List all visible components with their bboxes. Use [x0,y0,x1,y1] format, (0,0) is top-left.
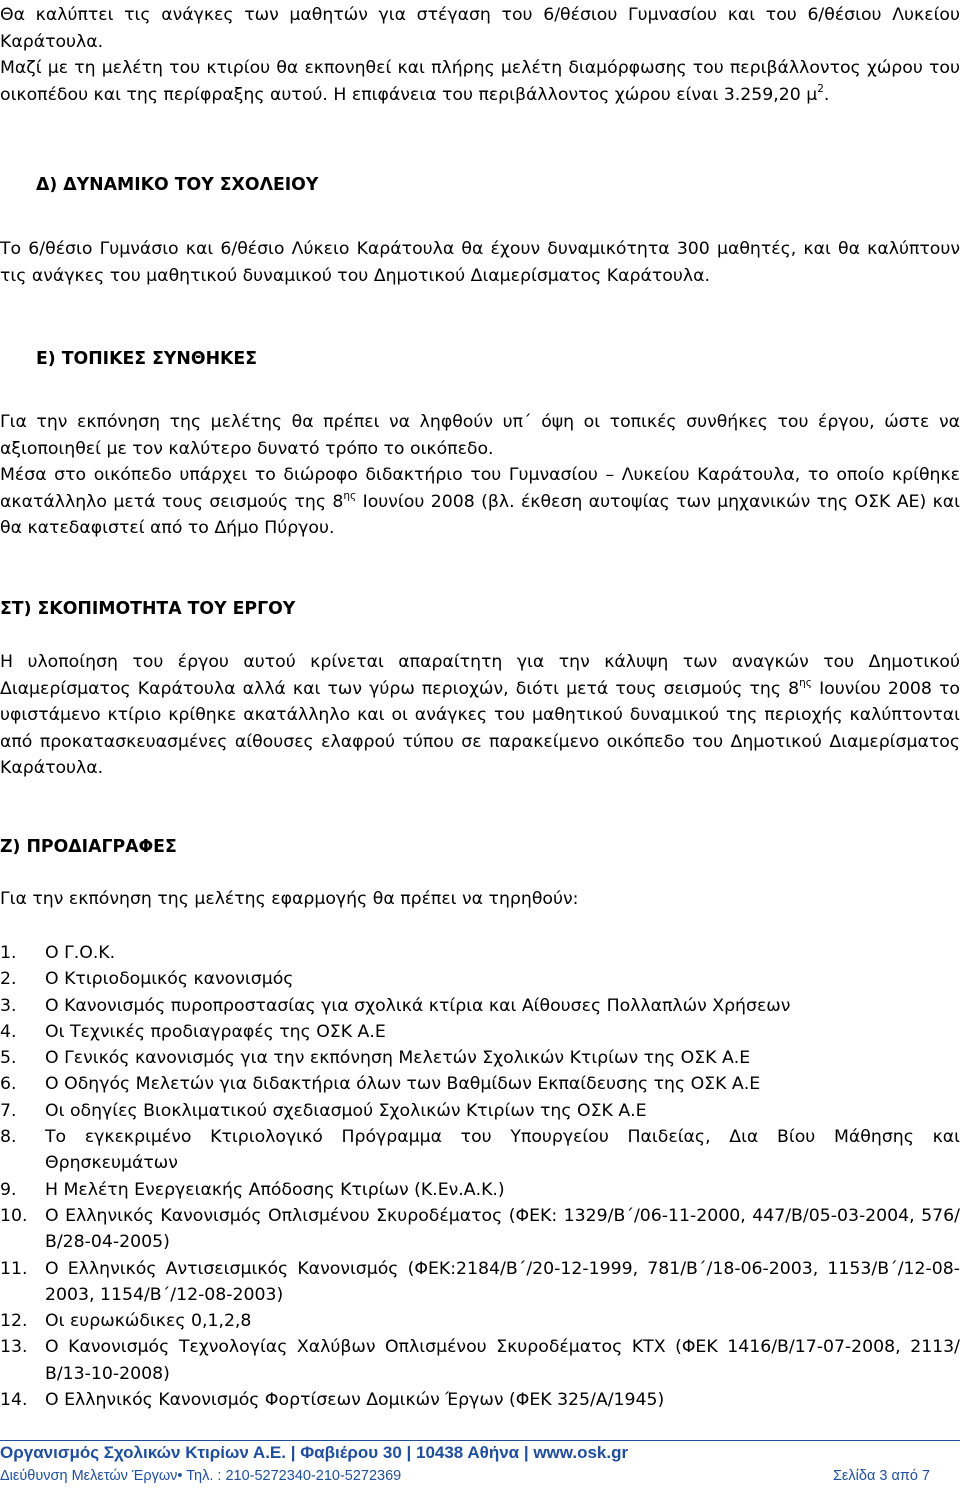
list-item-text: Ο Γενικός κανονισμός για την εκπόνηση Μελετών Σχολικών Κτιρίων της ΟΣΚ Α.Ε [45,1048,751,1069]
list-item [0,1124,960,1177]
section-e-heading: Ε) ΤΟΠΙΚΕΣ ΣΥΝΘΗΚΕΣ [36,349,258,369]
list-item [0,940,960,966]
list-item [0,1387,960,1413]
list-item-number: 3. [0,995,17,1016]
list-item-text: Το εγκεκριμένο Κτιριολογικό Πρόγραμμα του Υπουργείου Παιδείας, Δια Βίου Μάθησης και Θρησκευμάτων [45,1127,960,1174]
list-item-number: 12. [0,1311,28,1332]
list-item-text: Ο Γ.Ο.Κ. [45,943,116,963]
section-d-paragraph: Το 6/θέσιο Γυμνάσιο και 6/θέσιο Λύκειο Καράτουλα θα έχουν δυναμικότητα 300 μαθητές, και θα καλύπτουν τις ανάγκες του μαθητικού δυναμικού του Δημοτικού Διαμερίσματος Καράτουλα. [0,239,960,286]
list-item-number: 10. [0,1205,28,1226]
section-e-paragraph-1: Για την εκπόνηση της μελέτης θα πρέπει να ληφθούν υπ΄ όψη οι τοπικές συνθήκες του έργου, ώστε να αξιοποιηθεί με τον καλύτερο δυνατό τρόπο το οικόπεδο. [0,412,960,459]
list-item-number: 1. [0,943,17,963]
list-item-number: 13. [0,1337,28,1358]
superscript: 2 [817,82,824,95]
list-item [0,1019,960,1045]
list-item-number: 2. [0,969,17,990]
list-item-text: Οι οδηγίες Βιοκλιματικού σχεδιασμού Σχολικών Κτιρίων της ΟΣΚ Α.Ε [45,1100,647,1121]
list-item-text: Οι Τεχνικές προδιαγραφές της ΟΣΚ Α.Ε [45,1021,386,1042]
list-item-number: 8. [0,1127,17,1148]
list-item-number: 7. [0,1100,17,1121]
page-number: Σελίδα 3 από 7 [832,1468,930,1484]
section-e-body [0,409,960,542]
list-item [0,1045,960,1071]
list-item-text: Ο Ελληνικός Κανονισμός Οπλισμένου Σκυροδέματος (ΦΕΚ: 1329/Β΄/06-11-2000, 447/Β/05-03-2004, 576/Β/28-04-2005) [45,1205,960,1253]
intro-block [0,2,960,108]
section-z-intro: Για την εκπόνηση της μελέτης εφαρμογής θα πρέπει να τηρηθούν: [0,889,579,909]
section-d-heading: Δ) ΔΥΝΑΜΙΚΟ ΤΟΥ ΣΧΟΛΕΙΟΥ [36,175,319,195]
list-item-text: Ο Κανονισμός Τεχνολογίας Χαλύβων Οπλισμένου Σκυροδέματος ΚΤΧ (ΦΕΚ 1416/Β/17-07-2008, 2113/Β/13-10-2008) [45,1337,960,1384]
list-item-text: Ο Κτιριοδομικός κανονισμός [45,969,294,990]
superscript: ης [799,676,812,689]
specifications-list [0,940,960,1413]
section-e-paragraph-2: Μέσα στο οικόπεδο υπάρχει το διώροφο διδακτήριο του Γυμνασίου – Λυκείου Καράτουλα, το οποίο κρίθηκε ακατάλληλο μετά τους σεισμούς της $8^{\eta\varsigma}$ Ιουνίου 2008 (βλ. έκθεση αυτοψίας των μηχανικών της ΟΣΚ ΑΕ) και θα κατεδαφιστεί από το Δήμο Πύργου. [0,465,960,538]
list-item-number: 5. [0,1048,17,1069]
specifications-list-block [0,940,960,1413]
footer-department: Διεύθυνση Μελετών Έργων• Τηλ. : 210-5272340-210-5272369 [0,1468,402,1484]
list-item-text: Οι ευρωκώδικες 0,1,2,8 [45,1311,252,1332]
list-item-number: 4. [0,1021,17,1042]
section-st-heading: ΣΤ) ΣΚΟΠΙΜΟΤΗΤΑ ΤΟΥ ΕΡΓΟΥ [0,599,296,619]
list-item [0,993,960,1019]
list-item [0,966,960,992]
list-item-text: Ο Ελληνικός Αντισεισμικός Κανονισμός (ΦΕΚ:2184/Β΄/20-12-1999, 781/Β΄/18-06-2003, 1153/Β΄/12-08-2003, 1154/Β΄/12-08-2003) [45,1258,960,1305]
section-z-heading: Ζ) ΠΡΟΔΙΑΓΡΑΦΕΣ [0,837,177,857]
list-item-number: 6. [0,1074,17,1095]
list-item [0,1071,960,1097]
section-z-intro-block [0,886,960,913]
list-item-text: Η Μελέτη Ενεργειακής Απόδοσης Κτιρίων (Κ.Εν.Α.Κ.) [45,1179,505,1200]
section-st-body [0,649,960,782]
list-item [0,1203,960,1256]
list-item [0,1098,960,1124]
list-item-text: Ο Οδηγός Μελετών για διδακτήρια όλων των Βαθμίδων Εκπαίδευσης της ΟΣΚ Α.Ε [45,1074,761,1095]
footer-divider [0,1440,960,1441]
footer-organization: Οργανισμός Σχολικών Κτιρίων Α.Ε. | Φαβιέρου 30 | 10438 Αθήνα | www.osk.gr [0,1443,629,1462]
section-st-paragraph: Η υλοποίηση του έργου αυτού κρίνεται απαραίτητη για την κάλυψη των αναγκών του Δημοτικού Διαμερίσματος Καράτουλα αλλά και των γύρω περιοχών, διότι μετά τους σεισμούς της $8^{\eta\varsigma}$ Ιουνίου 2008 το υφιστάμενο κτίριο κρίθηκε ακατάλληλο και οι ανάγκες του μαθητικού δυναμικού της περιοχής καλύπτονται από προκατασκευασμένες αίθουσες ελαφρού τύπου σε παρακείμενο οικόπεδο του Δημοτικού Διαμερίσματος Καράτουλα. [0,652,960,778]
list-item-number: 14. [0,1390,28,1411]
list-item [0,1177,960,1203]
list-item-text: Ο Κανονισμός πυροπροστασίας για σχολικά κτίρια και Αίθουσες Πολλαπλών Χρήσεων [45,995,791,1016]
superscript: ης [343,489,357,502]
list-item-text: Ο Ελληνικός Κανονισμός Φορτίσεων Δομικών Έργων (ΦΕΚ 325/Α/1945) [45,1390,665,1411]
list-item-number: 9. [0,1179,17,1200]
list-item-number: 11. [0,1258,28,1279]
section-d-body [0,236,960,289]
footer-contact [0,1468,960,1484]
intro-paragraph-1: Θα καλύπτει τις ανάγκες των μαθητών για στέγαση του 6/θέσιου Γυμνασίου και του 6/θέσιου Λυκείου Καράτουλα. [0,5,960,52]
intro-paragraph-2: Μαζί με τη μελέτη του κτιρίου θα εκπονηθεί και πλήρης μελέτη διαμόρφωσης του περιβάλλοντος χώρου του οικοπέδου και της περίφραξης αυτού. Η επιφάνεια του περιβάλλοντος χώρου είναι 3.259,20 $\mu^2$. [0,58,960,105]
list-item [0,1308,960,1334]
list-item [0,1256,960,1309]
list-item [0,1334,960,1387]
